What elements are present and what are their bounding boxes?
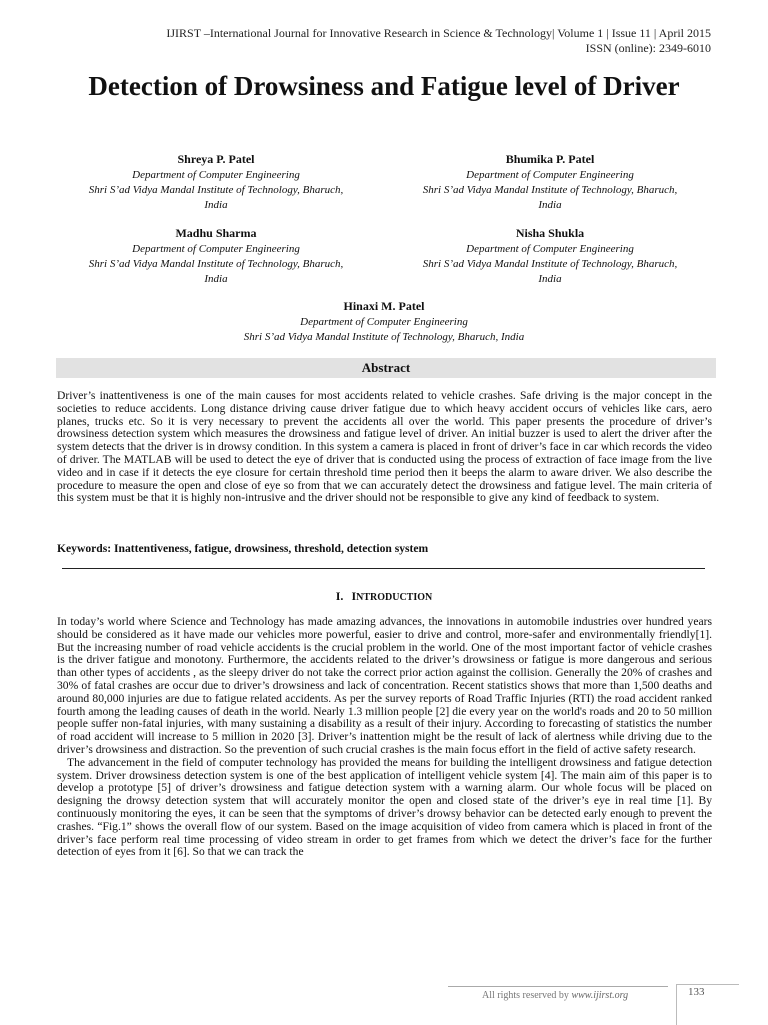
footer-rights-label: All rights reserved by bbox=[482, 990, 572, 1001]
journal-header-line1: IJIRST –International Journal for Innovative Research in Science & Technology| Volume 1 | Issue 11 | April 2015 bbox=[166, 26, 711, 40]
keywords: Keywords: Inattentiveness, fatigue, drowsiness, threshold, detection system bbox=[57, 542, 429, 555]
author-institute: Shri S’ad Vidya Mandal Institute of Technology, Bharuch, bbox=[88, 258, 344, 270]
author-department: Department of Computer Engineering bbox=[466, 169, 634, 181]
author-institute: Shri S’ad Vidya Mandal Institute of Technology, Bharuch, India bbox=[243, 331, 525, 343]
section-title-initial: I bbox=[351, 589, 357, 603]
author-country: India bbox=[538, 273, 562, 285]
section-title bbox=[351, 589, 432, 603]
footer-rights bbox=[482, 990, 628, 1001]
abstract-heading: Abstract bbox=[56, 358, 716, 378]
body-paragraph: In today’s world where Science and Technology has made amazing advances, the innovations in automobile industries over hundred years should be considered as it have made our vehicles more powerful, easier to drive and control, more-safer and environmentally friendly[1]. But the increasing number of road vehicle accidents is the crucial problem in the world. One of the most important factor of vehicle crashes is the driver fatigue and monotony. Furthermore, the accidents related to the driver’s drowsiness or fatigue is more dangerous and serious than other types of accidents , as the sleepy driver do not take the correct prior action against the collision. Generally the 20% of crashes and 30% of fatal crashes are occur due to driver’s drowsiness and lack of concentration. Recent statistics shows that more than 1,500 deaths and around 80,000 injuries are due to fatigue related accidents. As per the survey reports of Road Traffic Injuries (RTI) the road accident ranked fourth among the leading causes of death in the world. Nearly 1.3 million people [2] die every year on the world's roads and 20 to 50 million people suffer non-fatal injuries, with many sustaining a disability as a result of their injury. According to forecasting of statistics the number of road accident will increase to 5 million in 2020 [3]. Driver’s inattention might be the result of lack of alertness while driving due to the driver’s drowsiness and distraction. So the prevention of such crucial crashes is the main focus effort in the field of active safety research. bbox=[57, 615, 712, 756]
section-heading bbox=[0, 588, 768, 606]
footer-divider bbox=[448, 986, 668, 987]
author-block-5 bbox=[219, 298, 549, 345]
author-institute: Shri S’ad Vidya Mandal Institute of Technology, Bharuch, bbox=[422, 258, 678, 270]
author-department: Department of Computer Engineering bbox=[300, 316, 468, 328]
author-block-2 bbox=[385, 151, 715, 213]
author-block-4 bbox=[385, 225, 715, 287]
author-name: Madhu Sharma bbox=[175, 226, 257, 240]
journal-header-issn: ISSN (online): 2349-6010 bbox=[585, 41, 711, 55]
abstract-text: Driver’s inattentiveness is one of the main causes for most accidents related to vehicle crashes. Safe driving is the major concept in the societies to reduce accidents. Long distance driving cause driver fatigue due to which heavy accident occurs of vehicles like cars, aero planes, trucks etc. So it is very necessary to prevent the accidents all over the world. This paper presents the procedure of driver’s drowsiness detection system which measures the drowsiness and fatigue level of driver. An initial buzzer is used to alert the driver after the system detects that the driver is in drowsy condition. In this system a camera is placed in front of driver’s face in car which records the video of driver. The MATLAB will be used to detect the eye of driver that is conducted using the process of extraction of face image from the live video and in case if it detects the eye closure for certain threshold time period then it beeps the alarm to aware driver. We also describe the procedure to measure the open and close of eye so from that we can accurately detect the drowsiness and fatigue level. The main criteria of this system must be that it is highly non-intrusive and the driver should not be responsible to give any kind of feedback to system. bbox=[57, 389, 712, 505]
author-country: India bbox=[204, 273, 228, 285]
author-name: Shreya P. Patel bbox=[177, 152, 255, 166]
author-name: Bhumika P. Patel bbox=[505, 152, 595, 166]
section-body bbox=[57, 616, 712, 859]
journal-header bbox=[111, 26, 711, 56]
author-department: Department of Computer Engineering bbox=[132, 169, 300, 181]
body-paragraph: The advancement in the field of computer technology has provided the means for building the intelligent drowsiness and fatigue detection system. Driver drowsiness detection system is one of the best application of intelligent vehicle system [4]. The main aim of this paper is to develop a prototype [5] of driver’s drowsiness and fatigue detection system with a warning alarm. Our whole focus will be placed on designing the drowsy detection system that will accurately monitor the open and closed state of the driver’s eye in real time [1]. By continuously monitoring the eyes, it can be seen that the symptoms of driver’s drowsy behavior can be detected early enough to prevent the crashes. “Fig.1” shows the overall flow of our system. Based on the image acquisition of video from camera which is placed in front of the driver’s face perform real time processing of video stream in order to get frames from which we detect the driver’s face for the further detection of eyes from it [6]. So that we can track the bbox=[57, 755, 712, 859]
author-block-1 bbox=[51, 151, 381, 213]
author-country: India bbox=[538, 199, 562, 211]
page-number-box bbox=[676, 984, 739, 1025]
paper-title: Detection of Drowsiness and Fatigue level of Driver bbox=[88, 71, 680, 101]
footer-url[interactable]: www.ijirst.org bbox=[571, 990, 629, 1001]
author-department: Department of Computer Engineering bbox=[132, 243, 300, 255]
section-number: I. bbox=[335, 589, 344, 603]
author-institute: Shri S’ad Vidya Mandal Institute of Technology, Bharuch, bbox=[88, 184, 344, 196]
section-divider bbox=[62, 568, 705, 569]
page-number: 133 bbox=[688, 986, 705, 998]
author-country: India bbox=[204, 199, 228, 211]
author-name: Hinaxi M. Patel bbox=[343, 299, 425, 313]
author-name: Nisha Shukla bbox=[515, 226, 585, 240]
author-department: Department of Computer Engineering bbox=[466, 243, 634, 255]
author-institute: Shri S’ad Vidya Mandal Institute of Technology, Bharuch, bbox=[422, 184, 678, 196]
section-title-rest: NTRODUCTION bbox=[356, 592, 433, 603]
author-block-3 bbox=[51, 225, 381, 287]
